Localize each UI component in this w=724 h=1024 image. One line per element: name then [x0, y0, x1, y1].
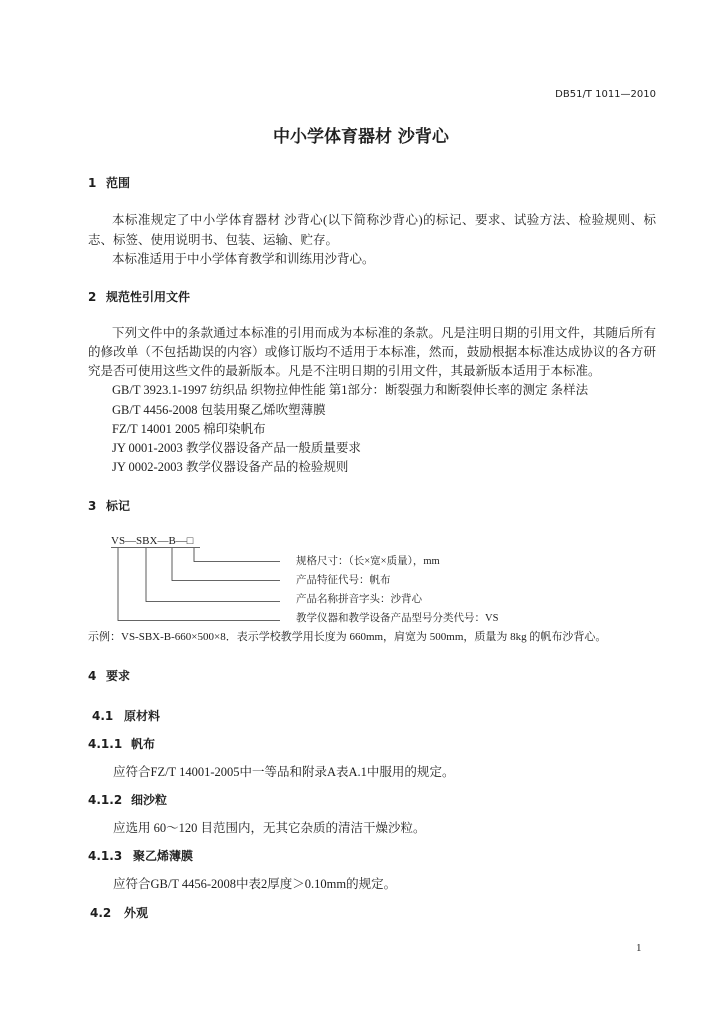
- section-4-1-1-text: 应符合FZ/T 14001-2005中一等品和附录A表A.1中服用的规定。: [113, 765, 455, 779]
- marking-code: VS—SBX—B—□: [111, 535, 194, 547]
- section-4-1-2-text: 应选用 60～120 目范围内，无其它杂质的清洁干燥沙粒。: [113, 821, 426, 835]
- reference-item: GB/T 4456-2008 包装用聚乙烯吹塑薄膜: [112, 403, 326, 417]
- leader-line-size: [194, 548, 280, 562]
- section-4-1-title: 原材料: [124, 709, 161, 723]
- page-title: 中小学体育器材 沙背心: [273, 127, 449, 147]
- section-4-1-number: 4.1: [92, 709, 114, 723]
- marking-label-feature: 产品特征代号：帆布: [296, 575, 391, 586]
- leader-line-product-name: [146, 548, 280, 602]
- reference-item: GB/T 3923.1-1997 纺织品 织物拉伸性能 第1部分：断裂强力和断裂伸长率的测定 条样法: [112, 383, 589, 397]
- section-4-1-3-text: 应符合GB/T 4456-2008中表2厚度＞0.10mm的规定。: [113, 877, 397, 891]
- section-2-paragraph-line: 下列文件中的条款通过本标准的引用而成为本标准的条款。凡是注明日期的引用文件，其随后所有: [112, 326, 656, 340]
- leader-line-feature: [172, 548, 280, 581]
- section-4-number: 4: [88, 669, 97, 683]
- marking-label-size: 规格尺寸：（长×宽×质量），mm: [296, 556, 440, 567]
- section-4-1-2-title: 细沙粒: [131, 793, 168, 807]
- section-4-1-3-title: 聚乙烯薄膜: [133, 849, 194, 863]
- section-4-2-title: 外观: [124, 906, 149, 920]
- reference-item: JY 0001-2003 教学仪器设备产品一般质量要求: [112, 441, 361, 455]
- section-2-paragraph-line: 的修改单（不包括勘误的内容）或修订版均不适用于本标准，然而，鼓励根据本标准达成协议的各方研: [88, 345, 656, 359]
- section-2-title: 规范性引用文件: [106, 290, 191, 304]
- section-4-1-2-number: 4.1.2: [88, 793, 123, 807]
- section-1-scope-paragraph: 本标准适用于中小学体育教学和训练用沙背心。: [112, 252, 375, 266]
- section-1-paragraph-line: 志、标签、使用说明书、包装、运输、贮存。: [88, 233, 339, 247]
- section-4-1-1-number: 4.1.1: [88, 737, 123, 751]
- section-1-paragraph-line: 本标准规定了中小学体育器材 沙背心(以下简称沙背心)的标记、要求、试验方法、检验规则、标: [112, 213, 656, 227]
- reference-item: JY 0002-2003 教学仪器设备产品的检验规则: [112, 460, 349, 474]
- section-4-title: 要求: [106, 669, 131, 683]
- section-3-title: 标记: [106, 499, 131, 513]
- section-1-title: 范围: [106, 176, 131, 190]
- marking-label-classification: 教学仪器和教学设备产品型号分类代号：VS: [296, 613, 499, 624]
- section-4-2-number: 4.2: [90, 906, 112, 920]
- page-number: 1: [636, 942, 642, 954]
- marking-label-product-name: 产品名称拼音字头：沙背心: [296, 594, 422, 605]
- marking-example: 示例：VS-SBX-B-660×500×8．表示学校教学用长度为 660mm，肩宽为 500mm，质量为 8kg 的帆布沙背心。: [88, 631, 607, 643]
- section-1-number: 1: [88, 176, 97, 190]
- section-4-1-3-number: 4.1.3: [88, 849, 123, 863]
- leader-line-classification: [118, 548, 280, 621]
- section-2-number: 2: [88, 290, 97, 304]
- section-3-number: 3: [88, 499, 97, 513]
- document-code: DB51/T 1011—2010: [555, 89, 656, 100]
- section-2-paragraph-line: 究是否可使用这些文件的最新版本。凡是不注明日期的引用文件，其最新版本适用于本标准。: [88, 364, 601, 378]
- section-4-1-1-title: 帆布: [131, 737, 156, 751]
- reference-item: FZ/T 14001 2005 棉印染帆布: [112, 422, 266, 436]
